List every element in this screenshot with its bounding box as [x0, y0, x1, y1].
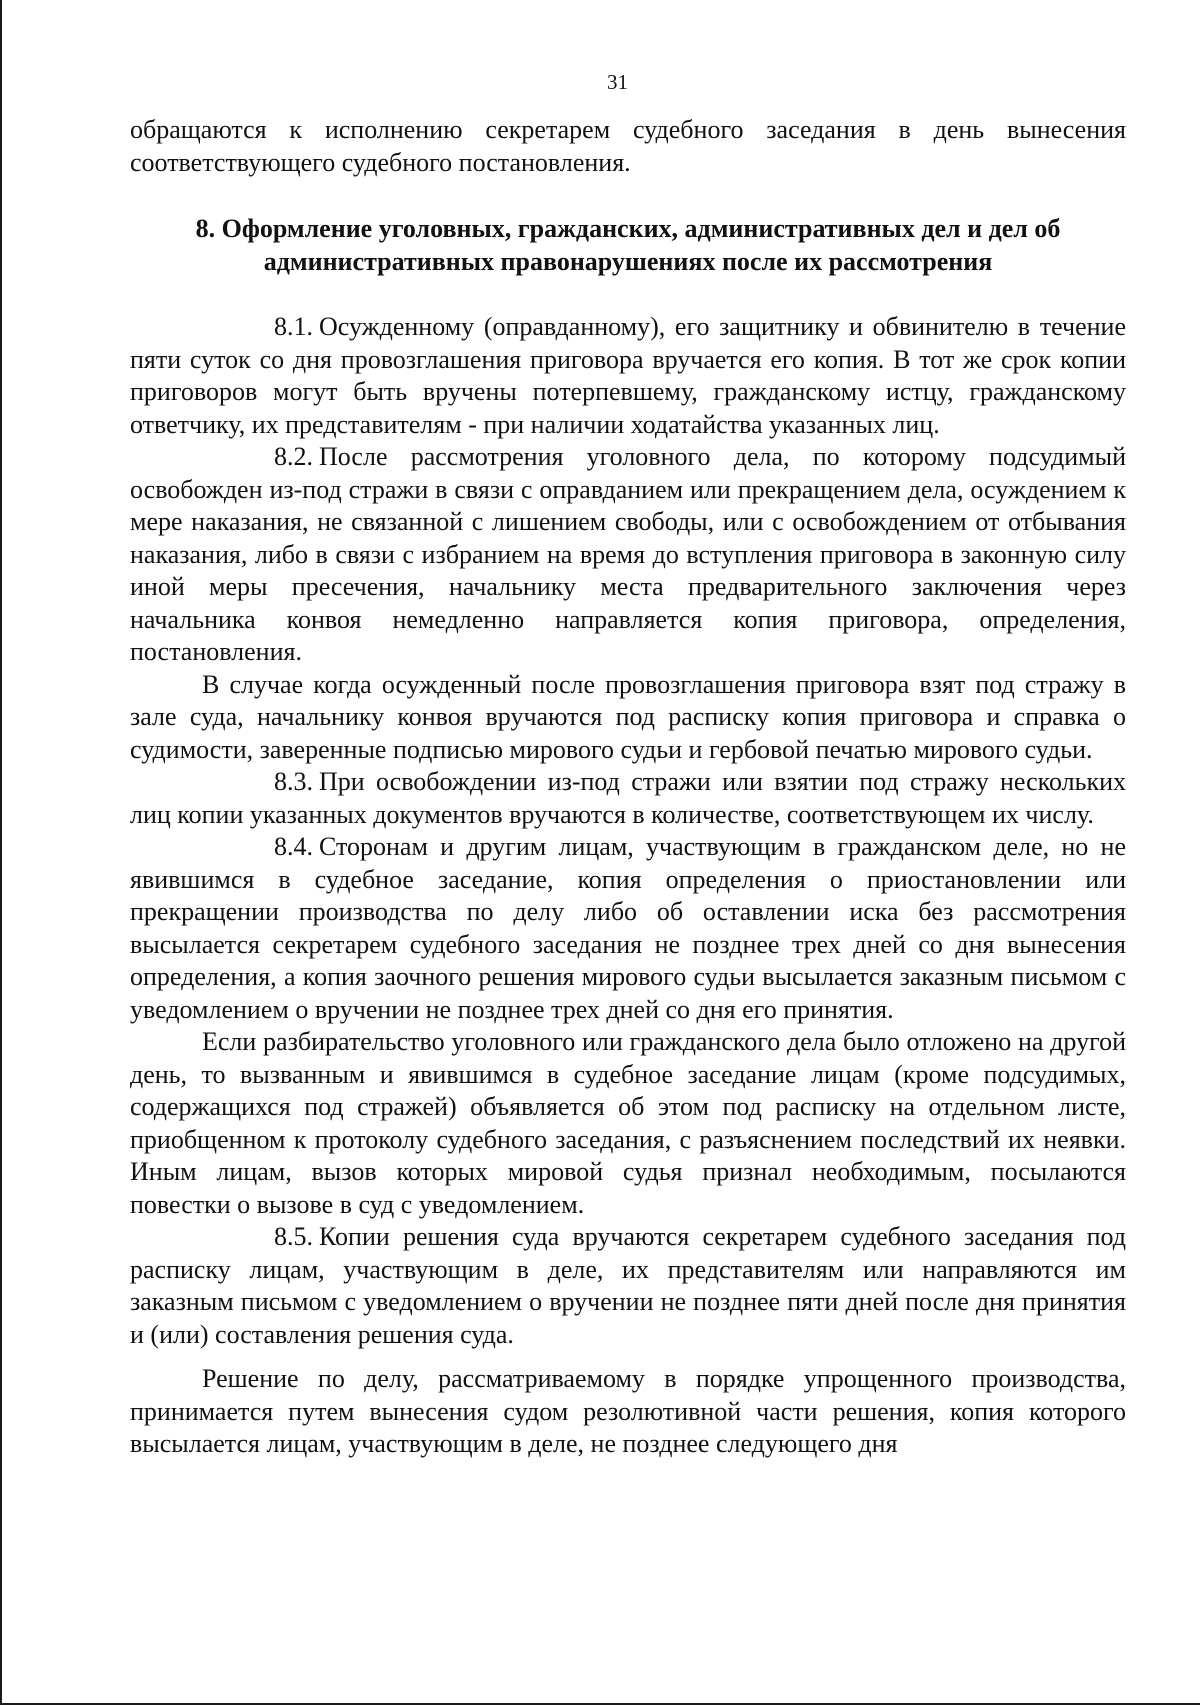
paragraph-number: 8.3. — [274, 767, 313, 796]
paragraph-number: 8.1. — [274, 312, 313, 341]
paragraph-number: 8.5. — [274, 1222, 313, 1251]
paragraph-8-5 — [130, 1221, 1126, 1351]
paragraph-8-2 — [130, 441, 1126, 669]
section-heading: 8. Оформление уголовных, гражданских, административных дел и дел об административных правонарушениях после их рассмотрения — [195, 214, 1061, 276]
paragraph-text: После рассмотрения уголовного дела, по которому подсудимый освобожден из-под стражи в связи с оправданием или прекращением дела, осуждением к мере наказания, не связанной с лишением свободы, или с освобождением от отбывания наказания, либо в связи с избранием на время до вступления приговора в законную силу иной меры пресечения, начальнику места предварительного заключения через начальника конвоя немедленно направляется копия приговора, определения, постановления. — [130, 442, 1126, 666]
paragraph-8-2-note: В случае когда осужденный после провозглашения приговора взят под стражу в зале суда, начальнику конвоя вручаются под расписку копия приговора и справка о судимости, заверенные подписью мирового судьи и гербовой печатью мирового судьи. — [130, 669, 1126, 764]
paragraph-8-5-note: Решение по делу, рассматриваемому в порядке упрощенного производства, принимается путем вынесения судом резолютивной части решения, копия которого высылается лицам, участвующим в деле, не позднее следующего дня — [130, 1364, 1126, 1458]
paragraph-8-3 — [130, 766, 1126, 831]
document-body — [130, 114, 1126, 1461]
paragraph-continuation: обращаются к исполнению секретарем судебного заседания в день вынесения соответствующего судебного постановления. — [130, 115, 1126, 177]
page-number: 31 — [607, 70, 628, 94]
paragraph-text: При освобождении из-под стражи или взятии под стражу нескольких лиц копии указанных документов вручаются в количестве, соответствующем их числу. — [130, 767, 1126, 829]
paragraph-number: 8.2. — [274, 442, 313, 471]
paragraph-8-4-note: Если разбирательство уголовного или гражданского дела было отложено на другой день, то вызванным и явившимся в судебное заседание лицам (кроме подсудимых, содержащихся под стражей) объявляется об этом под расписку на отдельном листе, приобщенном к протоколу судебного заседания, с разъяснением последствий их неявки. Иным лицам, вызов которых мировой судья признал необходимым, посылаются повестки о вызове в суд с уведомлением. — [130, 1027, 1126, 1219]
paragraph-8-4 — [130, 831, 1126, 1026]
paragraph-text: Копии решения суда вручаются секретарем судебного заседания под расписку лицам, участвующим в деле, их представителям или направляются им заказным письмом с уведомлением о вручении не позднее пяти дней после дня принятия и (или) составления решения суда. — [130, 1222, 1126, 1349]
scan-edge-left — [0, 0, 2, 1705]
paragraph-8-1 — [130, 311, 1126, 441]
paragraph-text: Сторонам и другим лицам, участвующим в гражданском деле, но не явившимся в судебное заседание, копия определения о приостановлении или прекращении производства по делу либо об оставлении иска без рассмотрения высылается секретарем судебного заседания не позднее трех дней со дня вынесения определения, а копия заочного решения мирового судьи высылается заказным письмом с уведомлением о вручении не позднее трех дней со дня его принятия. — [130, 832, 1126, 1024]
paragraph-number: 8.4. — [274, 832, 313, 861]
paragraph-text: Осужденному (оправданному), его защитнику и обвинителю в течение пяти суток со дня провозглашения приговора вручается его копия. В тот же срок копии приговоров могут быть вручены потерпевшему, гражданскому истцу, гражданскому ответчику, их представителям - при наличии ходатайства указанных лиц. — [130, 312, 1126, 439]
